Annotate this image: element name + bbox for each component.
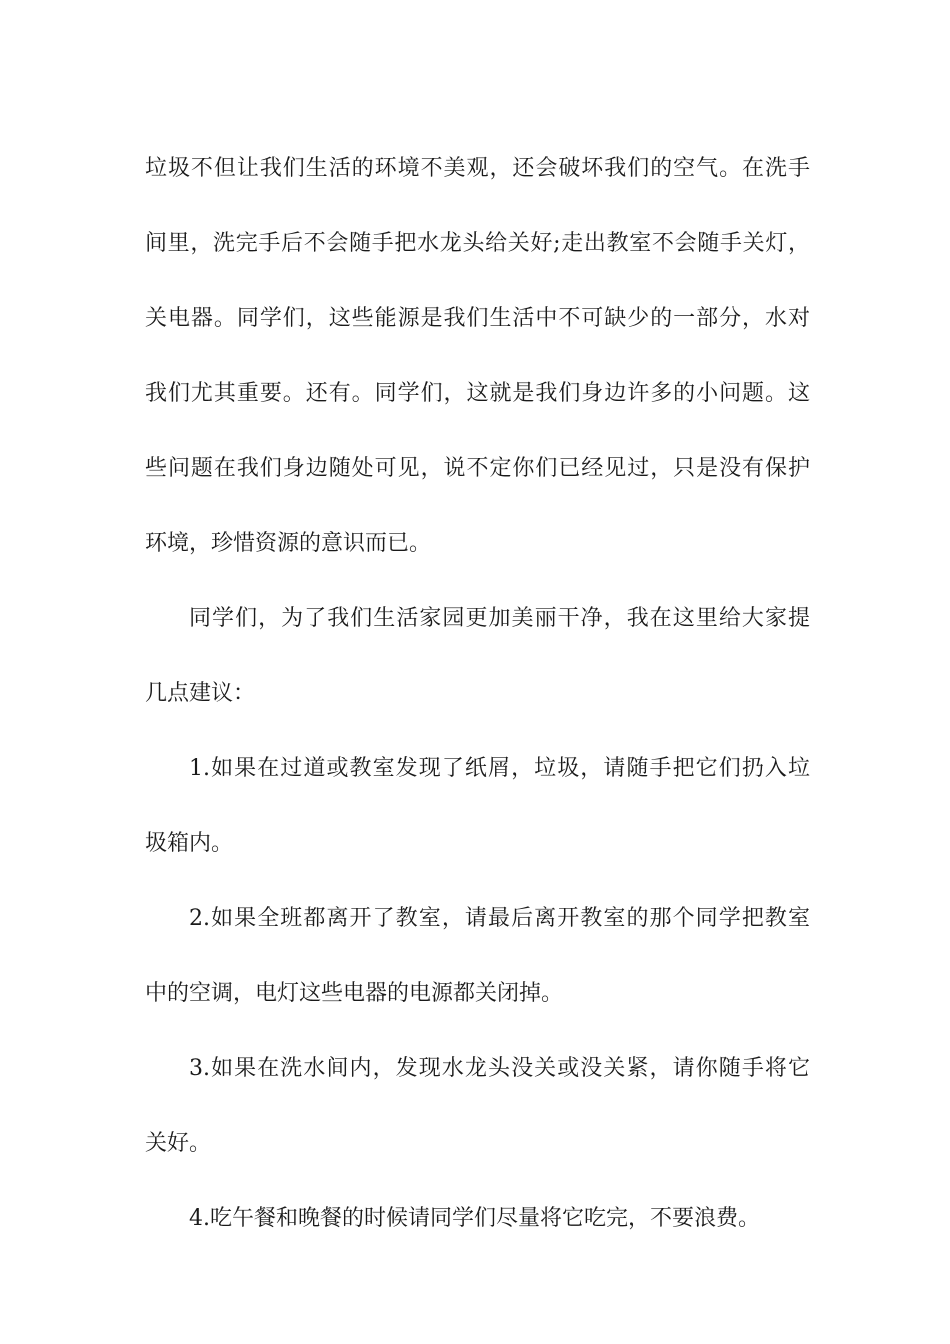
suggestion-item-3 — [145, 1031, 810, 1181]
text-line: 2.如果全班都离开了教室，请最后离开教室的那个同学把教室 — [189, 906, 810, 931]
paragraph-suggestions-intro — [145, 581, 810, 731]
text-line: 垃圾不但让我们生活的环境不美观，还会破坏我们的空气。在洗手 — [145, 156, 810, 181]
text-line: 3.如果在洗水间内，发现水龙头没关或没关紧，请你随手将它 — [189, 1056, 810, 1081]
text-line: 1.如果在过道或教室发现了纸屑，垃圾，请随手把它们扔入垃 — [189, 756, 810, 781]
text-line: 关好。 — [145, 1131, 212, 1156]
suggestion-item-4 — [145, 1181, 810, 1256]
text-line: 些问题在我们身边随处可见，说不定你们已经见过，只是没有保护 — [145, 456, 810, 481]
suggestion-item-2 — [145, 881, 810, 1031]
suggestion-item-1 — [145, 731, 810, 881]
text-line: 间里，洗完手后不会随手把水龙头给关好;走出教室不会随手关灯， — [145, 231, 810, 256]
text-line: 环境，珍惜资源的意识而已。 — [145, 531, 432, 556]
text-line: 关电器。同学们，这些能源是我们生活中不可缺少的一部分，水对 — [145, 306, 810, 331]
text-line: 圾箱内。 — [145, 831, 234, 856]
body-text — [145, 131, 810, 1256]
text-line: 几点建议： — [145, 681, 256, 706]
paragraph-environment-problems — [145, 131, 810, 581]
text-line: 同学们，为了我们生活家园更加美丽干净，我在这里给大家提 — [189, 606, 810, 631]
text-line: 我们尤其重要。还有。同学们，这就是我们身边许多的小问题。这 — [145, 381, 810, 406]
text-line: 4.吃午餐和晚餐的时候请同学们尽量将它吃完，不要浪费。 — [189, 1206, 760, 1231]
text-line: 中的空调，电灯这些电器的电源都关闭掉。 — [145, 981, 564, 1006]
